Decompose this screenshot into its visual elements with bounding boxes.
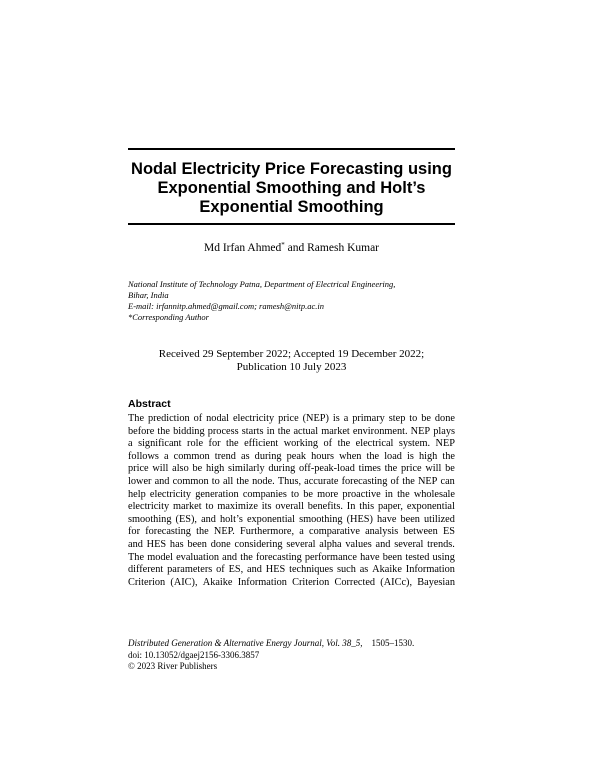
affiliation-line: Bihar, India [128, 290, 169, 300]
corresponding-marker: * [281, 241, 285, 249]
title-rule-top [128, 148, 455, 150]
abstract-body [128, 413, 455, 589]
abstract-line: help electricity generation companies to be more proactive in the wholesale [128, 488, 455, 500]
title-line-1: Nodal Electricity Price Forecasting using [131, 160, 452, 178]
email-line: E-mail: irfannitp.ahmed@gmail.com; ramesh@nitp.ac.in [128, 301, 325, 311]
received-accepted-dates: Received 29 September 2022; Accepted 19 December 2022; [158, 348, 425, 360]
journal-footer [128, 638, 455, 673]
abstract-line: follows a common trend as during peak hours when the load is high the [128, 450, 455, 462]
abstract-line: smoothing (ES), and holt’s exponential smoothing (HES) have been utilized [128, 513, 455, 525]
abstract-line: Criterion (AIC), Akaike Information Criterion Corrected (AICc), Bayesian [128, 576, 455, 588]
title-line-2: Exponential Smoothing and Holt’s [157, 179, 426, 197]
journal-name: Distributed Generation & Alternative Energy Journal, Vol. 38_5, [128, 638, 363, 648]
abstract-line: The prediction of nodal electricity price (NEP) is a primary step to be done [128, 413, 455, 424]
corresponding-author-note: *Corresponding Author [128, 312, 209, 322]
doi-line: doi: 10.13052/dgaej2156-3306.3857 [128, 649, 260, 660]
author-list [128, 241, 455, 254]
publication-dates [128, 348, 455, 374]
abstract-line: The model evaluation and the forecasting performance have been tested using [128, 551, 455, 563]
affiliation-line: National Institute of Technology Patna, Department of Electrical Engineering, [128, 279, 396, 289]
page-range: 1505–1530. [371, 638, 415, 648]
paper-title [128, 160, 455, 217]
abstract-line: price will also be high similarly during off-peak-load times the price will be [128, 463, 455, 475]
author-name: Md Irfan Ahmed [203, 242, 282, 254]
abstract-line: before the bidding process starts in the actual market environment. NEP plays [128, 425, 455, 437]
abstract-line: different parameters of ES, and HES techniques such as Akaike Information [128, 564, 455, 576]
abstract-line: lower and common to all the node. Thus, accurate forecasting of the NEP can [128, 475, 455, 487]
title-line-3: Exponential Smoothing [199, 198, 384, 216]
title-rule-bottom [128, 223, 455, 225]
abstract-line: electricity market to maximize its overall benefits. In this paper, exponential [128, 501, 455, 513]
publication-date: Publication 10 July 2023 [236, 361, 347, 373]
journal-citation [128, 638, 455, 650]
author-connector: and [287, 242, 305, 254]
abstract-heading: Abstract [128, 398, 171, 410]
author-name: Ramesh Kumar [307, 242, 379, 254]
affiliation-block [128, 279, 455, 323]
abstract-line: a significant role for the efficient working of the electrical system. NEP [128, 438, 455, 450]
copyright-line: © 2023 River Publishers [128, 661, 218, 671]
abstract-line: and HES has been done considering several alpha values and several trends. [128, 538, 455, 550]
abstract-line: for forecasting the NEP. Furthermore, a comparative analysis between ES [128, 526, 455, 538]
